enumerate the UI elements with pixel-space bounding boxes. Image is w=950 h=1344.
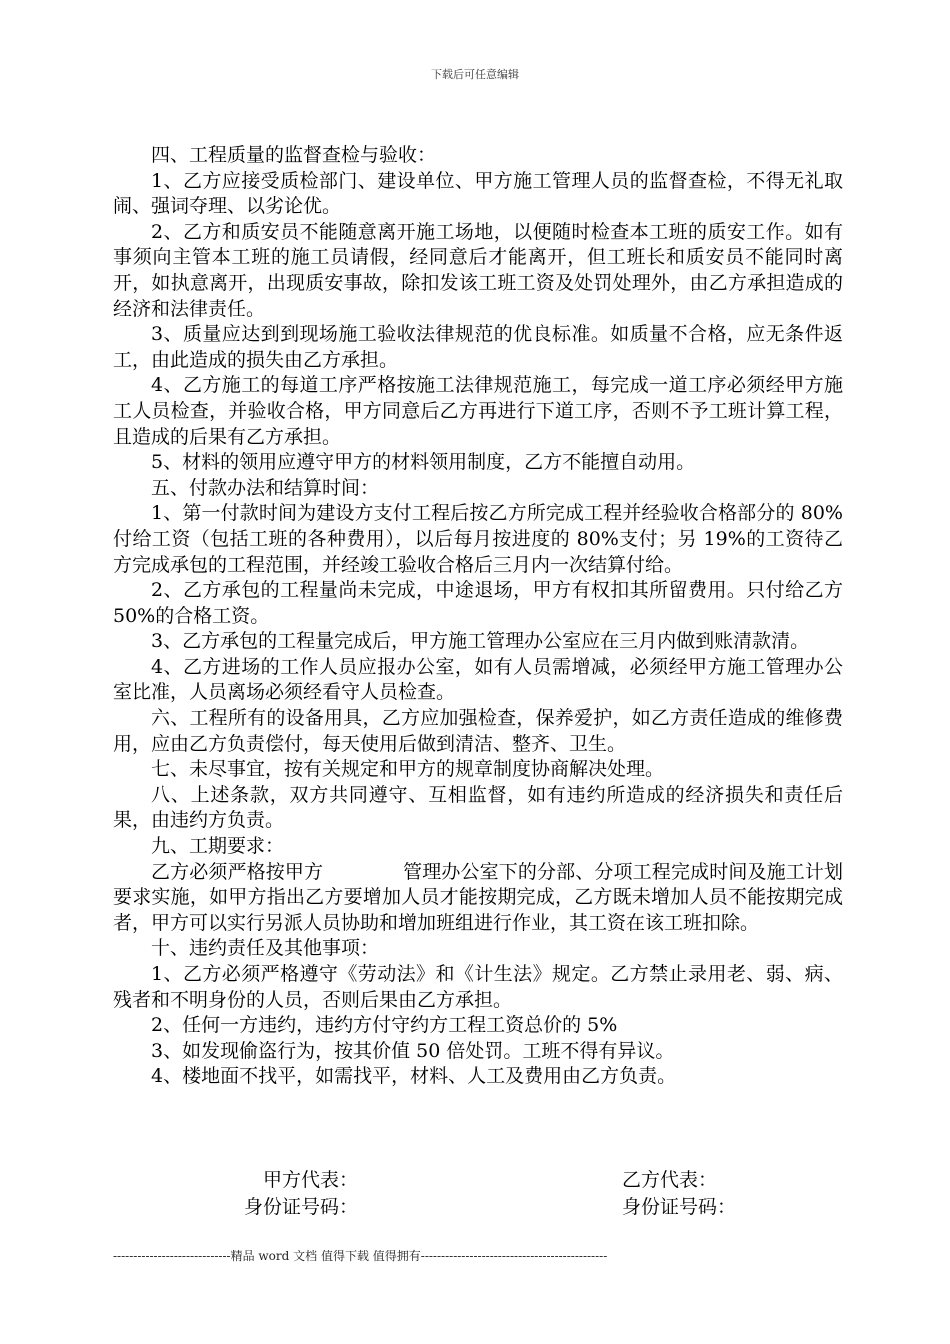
paragraph: 1、乙方必须严格遵守《劳动法》和《计生法》规定。乙方禁止录用老、弱、病、残者和不明身份的人员，否则后果由乙方承担。	[113, 963, 843, 1011]
paragraph: 1、第一付款时间为建设方支付工程后按乙方所完成工程并经验收合格部分的 80%付给工资（包括工班的各种费用），以后每月按进度的 80%支付；另 19%的工资待乙方完成承包的工程范围，并经竣工验收合格后三月内一次结算付给。	[113, 502, 843, 576]
paragraph: 4、乙方施工的每道工序严格按施工法律规范施工，每完成一道工序必须经甲方施工人员检查，并验收合格，甲方同意后乙方再进行下道工序，否则不予工班计算工程，且造成的后果有乙方承担。	[113, 374, 843, 448]
paragraph: 4、乙方进场的工作人员应报办公室，如有人员需增减，必须经甲方施工管理办公室比准，人员离场必须经看守人员检查。	[113, 655, 843, 704]
paragraph: 4、楼地面不找平，如需找平，材料、人工及费用由乙方负责。	[151, 1065, 677, 1088]
section-heading-7: 七、未尽事宜，按有关规定和甲方的规章制度协商解决处理。	[151, 758, 665, 781]
page-header: 下载后可任意编辑	[431, 68, 519, 81]
section-heading-10: 十、违约责任及其他事项：	[151, 937, 380, 960]
party-a-id-label: 身份证号码：	[244, 1196, 359, 1218]
section-heading-4: 四、工程质量的监督查检与验收：	[151, 144, 437, 166]
schedule-paragraph	[113, 860, 843, 937]
paragraph: 3、乙方承包的工程量完成后，甲方施工管理办公室应在三月内做到账清款清。	[151, 630, 810, 653]
party-b-id-label: 身份证号码：	[622, 1196, 737, 1218]
document-body	[113, 143, 843, 1090]
section-heading-5: 五、付款办法和结算时间：	[151, 476, 380, 499]
section-heading-9: 九、工期要求：	[151, 835, 285, 858]
party-a-rep-label: 甲方代表：	[263, 1169, 359, 1191]
paragraph: 2、任何一方违约，违约方付守约方工程工资总价的 5%	[151, 1014, 618, 1037]
party-a-signature	[244, 1167, 358, 1221]
schedule-text-before-gap: 乙方必须严格按甲方	[151, 860, 324, 883]
paragraph: 3、如发现偷盗行为，按其价值 50 倍处罚。工班不得有异议。	[151, 1039, 675, 1062]
party-b-rep-label: 乙方代表：	[622, 1169, 718, 1191]
paragraph: 1、乙方应接受质检部门、建设单位、甲方施工管理人员的监督查检，不得无礼取闹、强词夺理、以劣论优。	[113, 169, 843, 218]
section-heading-6: 六、工程所有的设备用具，乙方应加强检查，保养爱护，如乙方责任造成的维修费用，应由乙方负责偿付，每天使用后做到清洁、整齐、卫生。	[113, 707, 843, 755]
schedule-text-after-gap: 管理办公室下的分部、分项工程完成时间及施工计划要求实施，如甲方指出乙方要增加人员才能按期完成，乙方既未增加人员不能按期完成者，甲方可以实行另派人员协助和增加班组进行作业，其工资在该工班扣除。	[113, 860, 843, 934]
paragraph: 5、材料的领用应遵守甲方的材料领用制度，乙方不能擅自动用。	[151, 451, 696, 474]
paragraph: 2、乙方和质安员不能随意离开施工场地，以便随时检查本工班的质安工作。如有事须向主管本工班的施工员请假，经同意后才能离开，但工班长和质安员不能同时离开，如执意离开，出现质安事故，除扣发该工班工资及处罚处理外，由乙方承担造成的经济和法律责任。	[113, 220, 843, 320]
paragraph: 2、乙方承包的工程量尚未完成，中途退场，甲方有权扣其所留费用。只付给乙方 50%的合格工资。	[113, 579, 843, 627]
paragraph: 3、质量应达到到现场施工验收法律规范的优良标准。如质量不合格，应无条件返工，由此造成的损失由乙方承担。	[113, 323, 843, 371]
page-footer: -----------------------------精品 word 文档 值得下载 值得拥有----------------------------------------------	[113, 1249, 608, 1263]
party-b-signature	[622, 1167, 736, 1221]
section-heading-8: 八、上述条款，双方共同遵守、互相监督，如有违约所造成的经济损失和责任后果，由违约方负责。	[113, 783, 843, 832]
